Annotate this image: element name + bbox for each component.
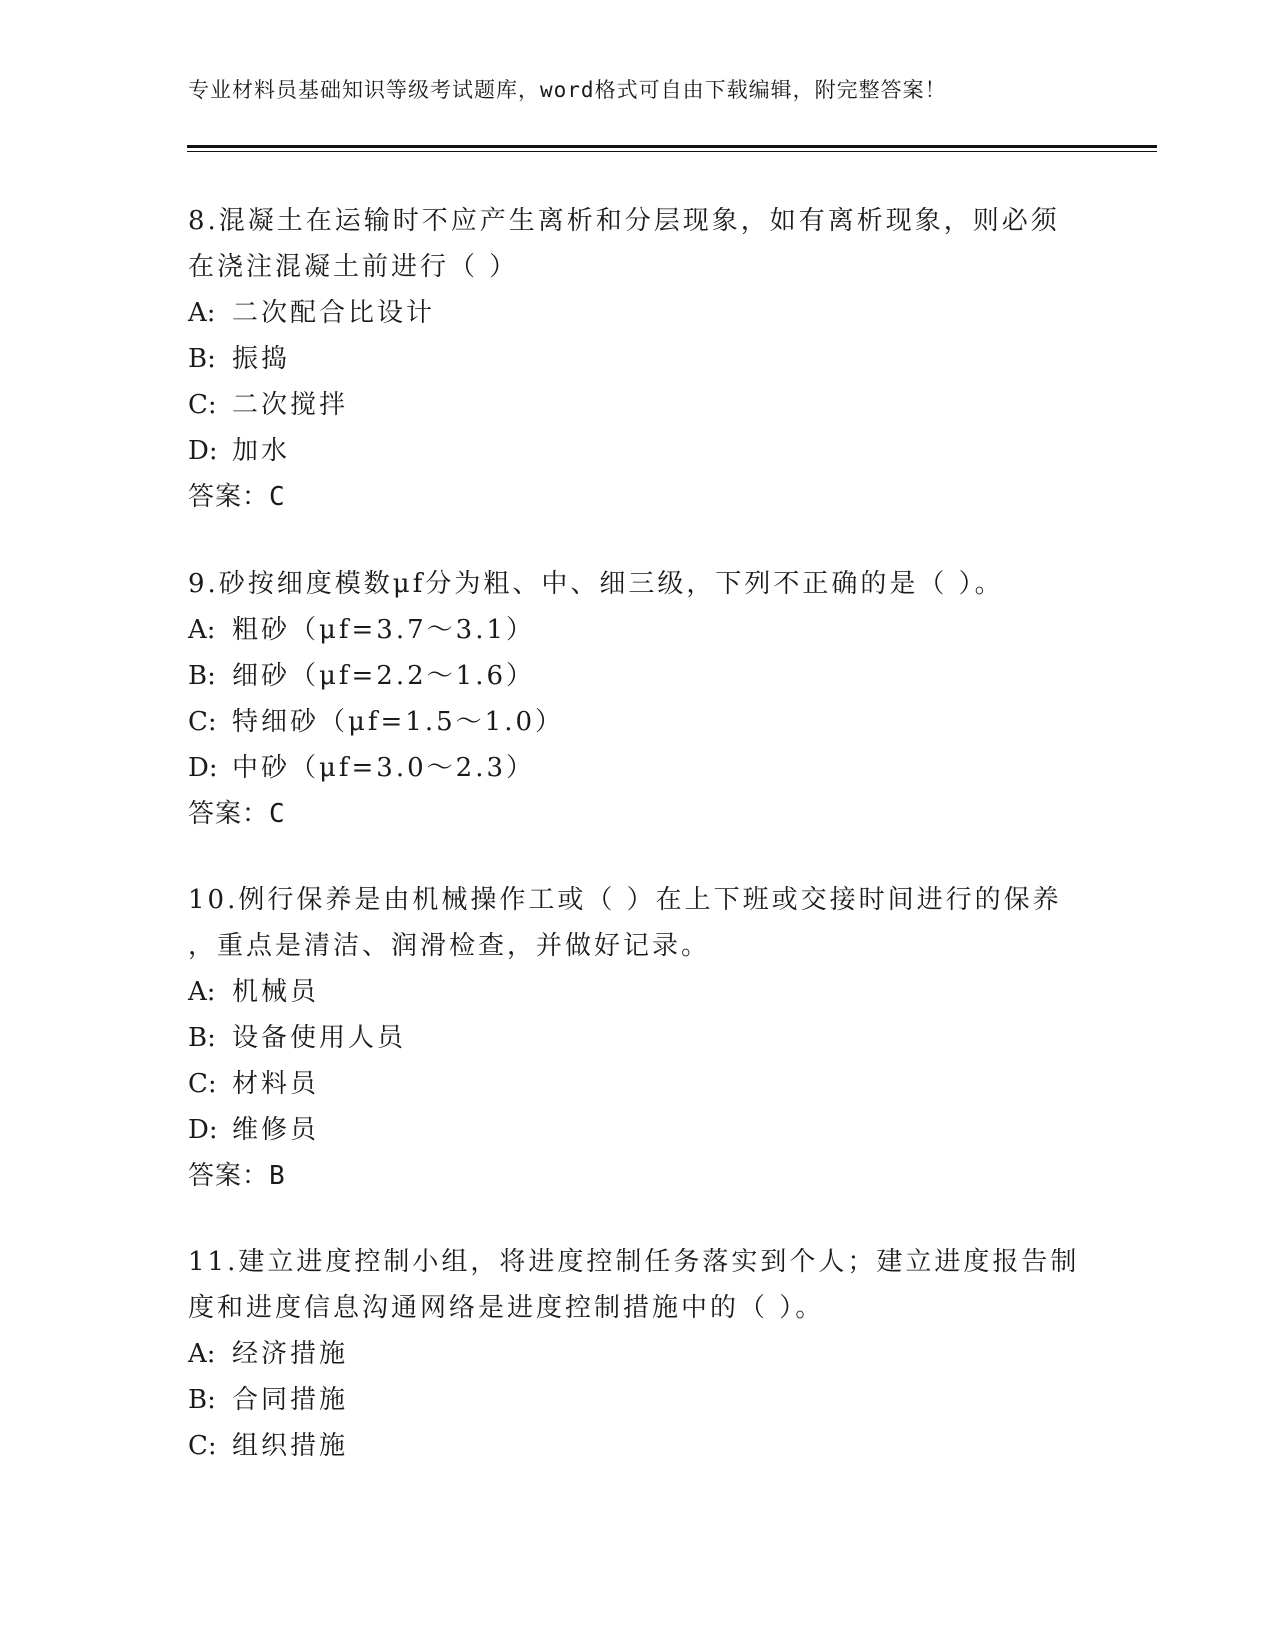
option-a	[188, 290, 1108, 336]
question-text-line: 在浇注混凝土前进行（ ）	[188, 252, 519, 282]
option-a	[188, 607, 1108, 653]
option-key: B:	[188, 1385, 216, 1415]
option-c	[188, 1423, 1108, 1469]
option-text: 粗砂（μf=3.7～3.1）	[232, 615, 536, 645]
question-9	[188, 561, 1108, 837]
option-key: C:	[188, 1069, 217, 1099]
answer	[188, 474, 1108, 520]
option-text: 特细砂（μf=1.5～1.0）	[232, 707, 565, 737]
answer	[188, 1153, 1108, 1199]
option-b	[188, 336, 1108, 382]
option-key: A:	[188, 977, 216, 1007]
option-c	[188, 1061, 1108, 1107]
question-text-line: ，重点是清洁、润滑检查，并做好记录。	[188, 931, 711, 961]
option-text: 材料员	[232, 1069, 320, 1099]
answer-label: 答案：	[188, 799, 270, 829]
question-8	[188, 198, 1108, 520]
answer-label: 答案：	[188, 482, 270, 512]
option-c	[188, 382, 1108, 428]
option-key: B:	[188, 344, 216, 374]
option-text: 二次搅拌	[232, 390, 349, 420]
question-10	[188, 877, 1108, 1199]
question-text-line: 度和进度信息沟通网络是进度控制措施中的（ ）。	[188, 1293, 825, 1323]
question-text-line: 11.建立进度控制小组，将进度控制任务落实到个人；建立进度报告制	[188, 1247, 1080, 1277]
option-b	[188, 1377, 1108, 1423]
option-key: C:	[188, 707, 217, 737]
option-text: 合同措施	[232, 1385, 349, 1415]
option-text: 设备使用人员	[232, 1023, 407, 1053]
option-key: D:	[188, 753, 218, 783]
option-key: A:	[188, 615, 216, 645]
option-d	[188, 745, 1108, 791]
option-key: A:	[188, 1339, 216, 1369]
header-divider-thin	[187, 151, 1157, 152]
answer-value: C	[269, 799, 286, 829]
option-key: D:	[188, 1115, 218, 1145]
question-text-line: 8.混凝土在运输时不应产生离析和分层现象，如有离析现象，则必须	[188, 206, 1060, 236]
option-c	[188, 699, 1108, 745]
option-key: B:	[188, 661, 216, 691]
option-text: 维修员	[232, 1115, 320, 1145]
answer	[188, 791, 1108, 837]
option-text: 中砂（μf=3.0～2.3）	[232, 753, 536, 783]
option-b	[188, 1015, 1108, 1061]
option-key: C:	[188, 390, 217, 420]
answer-label: 答案：	[188, 1161, 270, 1191]
option-key: D:	[188, 436, 218, 466]
question-text-line: 10.例行保养是由机械操作工或（ ）在上下班或交接时间进行的保养	[188, 885, 1062, 915]
option-text: 振捣	[232, 344, 291, 374]
page-header: 专业材料员基础知识等级考试题库，word格式可自由下载编辑，附完整答案！	[188, 78, 947, 102]
option-text: 二次配合比设计	[232, 298, 436, 328]
option-key: A:	[188, 298, 216, 328]
question-text-line: 9.砂按细度模数μf分为粗、中、细三级，下列不正确的是（ ）。	[188, 569, 1004, 599]
question-11	[188, 1239, 1108, 1469]
option-a	[188, 969, 1108, 1015]
header-divider-thick	[187, 145, 1157, 148]
answer-value: B	[269, 1161, 286, 1191]
option-a	[188, 1331, 1108, 1377]
option-d	[188, 1107, 1108, 1153]
option-text: 经济措施	[232, 1339, 349, 1369]
option-text: 组织措施	[232, 1431, 349, 1461]
option-text: 加水	[232, 436, 291, 466]
option-key: C:	[188, 1431, 217, 1461]
answer-value: C	[269, 482, 286, 512]
option-key: B:	[188, 1023, 216, 1053]
option-text: 机械员	[232, 977, 320, 1007]
option-b	[188, 653, 1108, 699]
option-text: 细砂（μf=2.2～1.6）	[232, 661, 536, 691]
option-d	[188, 428, 1108, 474]
